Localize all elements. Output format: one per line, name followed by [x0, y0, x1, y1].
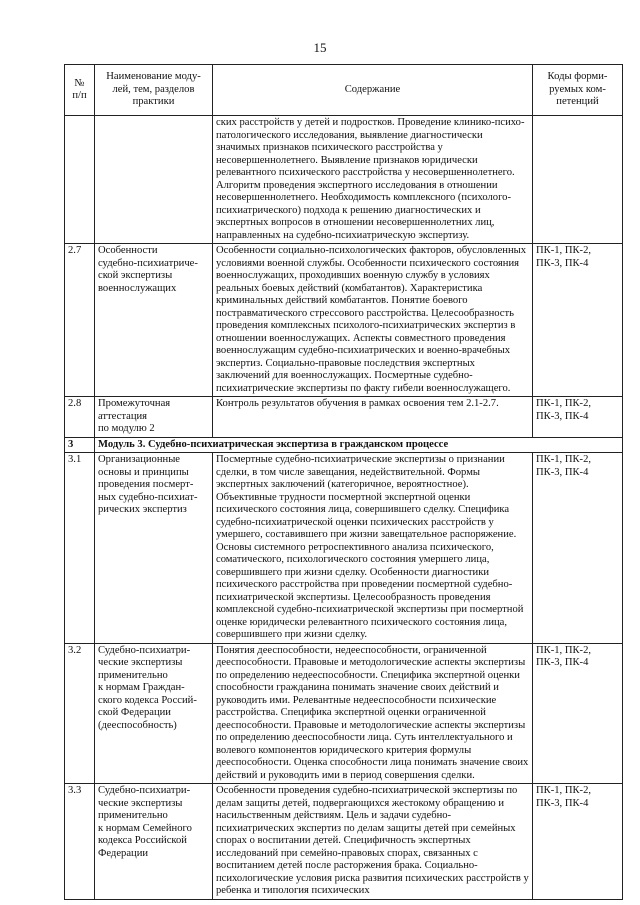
module-title: Модуль 3. Судебно-психиатрическая экспертиза в гражданском процессе	[95, 437, 623, 453]
page-number: 15	[313, 40, 327, 55]
row-content: Контроль результатов обучения в рамках освоения тем 2.1-2.7.	[213, 397, 533, 438]
header-content: Содержание	[213, 65, 533, 116]
row-name: Организационные основы и принципы проведения посмерт- ных судебно-психиат- рических экспертиз	[95, 453, 213, 644]
row-content: Посмертные судебно-психиатрические экспертизы о признании сделки, в том числе завещания, недействительной. Формы экспертных заключений (категоричное, вероятностное). Объективные трудности посмертной экспертной оценки психического состояния лица, совершившего сделку. Специфика судебно-психиатрической оценки психических расстройств у умершего, составившего при жизни завещательное распоряжение. Основы системного ретроспективного анализа психического, соматического, психологического состояния умершего лица, совершившего при жизни сделку. Особенности диагностики психического расстройства при проведении посмертной судебно-психиатрической экспертизы. Целесообразность проведения комплексной судебно-психиатрической экспертизы при посмертной оценке юридически релевантного психического состояния лица, совершившего при жизни сделку.	[213, 453, 533, 644]
table-row	[65, 643, 623, 784]
module-row	[65, 437, 623, 453]
row-name: Судебно-психиатри- ческие экспертизы применительно к нормам Семейного кодекса Российской Федерации	[95, 784, 213, 900]
row-number: 2.8	[65, 397, 95, 438]
row-codes: ПК-1, ПК-2, ПК-3, ПК-4	[533, 643, 623, 784]
row-number	[65, 116, 95, 244]
table-header-row	[65, 65, 623, 116]
table-row	[65, 784, 623, 900]
row-name: Особенности судебно-психиатриче- ской экспертизы военнослужащих	[95, 244, 213, 397]
row-name: Судебно-психиатри- ческие экспертизы применительно к нормам Граждан- ского кодекса Россий- ской Федерации (дееспособность)	[95, 643, 213, 784]
row-content: ских расстройств у детей и подростков. Проведение клинико-психо-патологического исследования, выявление диагностически значимых признаков психического расстройства у несовершеннолетнего. Выявление признаков юридически релевантного психического расстройства у несовершеннолетнего. Алгоритм проведения экспертного исследования в отношении несовершеннолетнего. Необходимость комплексного (психолого-психиатрического) подхода к решению диагностических и экспертных вопросов в отношении несовершеннолетних лиц, направленных на судебно-психиатрическую экспертизу.	[213, 116, 533, 244]
table-row	[65, 453, 623, 644]
row-number: 3.2	[65, 643, 95, 784]
row-content: Особенности социально-психологических факторов, обусловленных условиями военной службы. Особенности психического состояния военнослужащих, проходивших военную службу в условиях реальных боевых действий (комбатантов). Характеристика криминальных действий комбатантов. Понятие боевого постравматического стрессового расстройства. Целесообразность проведения комплексных психолого-психиатрических экспертиз в отношении военнослужащих. Аспекты совместного проведения военнослужащим судебно-психиатрических и военно-врачебных экспертиз. Социально-правовые последствия экспертных заключений для военнослужащих. Посмертные судебно-психиатрические экспертизы по факту гибели военнослужащего.	[213, 244, 533, 397]
row-codes: ПК-1, ПК-2, ПК-3, ПК-4	[533, 397, 623, 438]
header-number: № п/п	[65, 65, 95, 116]
row-codes: ПК-1, ПК-2, ПК-3, ПК-4	[533, 244, 623, 397]
header-name: Наименование моду- лей, тем, разделов практики	[95, 65, 213, 116]
row-content: Особенности проведения судебно-психиатрической экспертизы по делам защиты детей, подвергающихся жестокому обращению и насильственным действиям. Цель и задачи судебно-психиатрических экспертиз по делам защиты детей при семейных спорах о воспитании детей. Специфичность экспертных исследований при семейно-правовых спорах, связанных с воспитанием детей после расторжения брака. Социально-психологические условия риска развития психических расстройств у ребенка и типология психических	[213, 784, 533, 900]
row-codes: ПК-1, ПК-2, ПК-3, ПК-4	[533, 784, 623, 900]
table-row	[65, 116, 623, 244]
row-name	[95, 116, 213, 244]
row-content: Понятия дееспособности, недееспособности, ограниченной дееспособности. Правовые и методологические аспекты экспертизы по определению недееспособности. Специфика экспертной оценки способности гражданина понимать значение своих действий и руководить ими. Релевантные недееспособности психические расстройства. Специфика экспертной оценки ограниченной дееспособности. Правовые и методологические аспекты экспертизы по определению дееспособности лица. Суть интеллектуального и волевого компонентов юридического критерия формулы дееспособности. Оценка способности лица понимать значение своих действий и руководить ими в период совершения сделки.	[213, 643, 533, 784]
table-row	[65, 397, 623, 438]
row-number: 2.7	[65, 244, 95, 397]
row-codes: ПК-1, ПК-2, ПК-3, ПК-4	[533, 453, 623, 644]
module-number: 3	[65, 437, 95, 453]
curriculum-table	[64, 64, 623, 900]
row-number: 3.1	[65, 453, 95, 644]
row-name: Промежуточная аттестация по модулю 2	[95, 397, 213, 438]
table-row	[65, 244, 623, 397]
header-codes: Коды форми- руемых ком- петенций	[533, 65, 623, 116]
row-codes	[533, 116, 623, 244]
row-number: 3.3	[65, 784, 95, 900]
